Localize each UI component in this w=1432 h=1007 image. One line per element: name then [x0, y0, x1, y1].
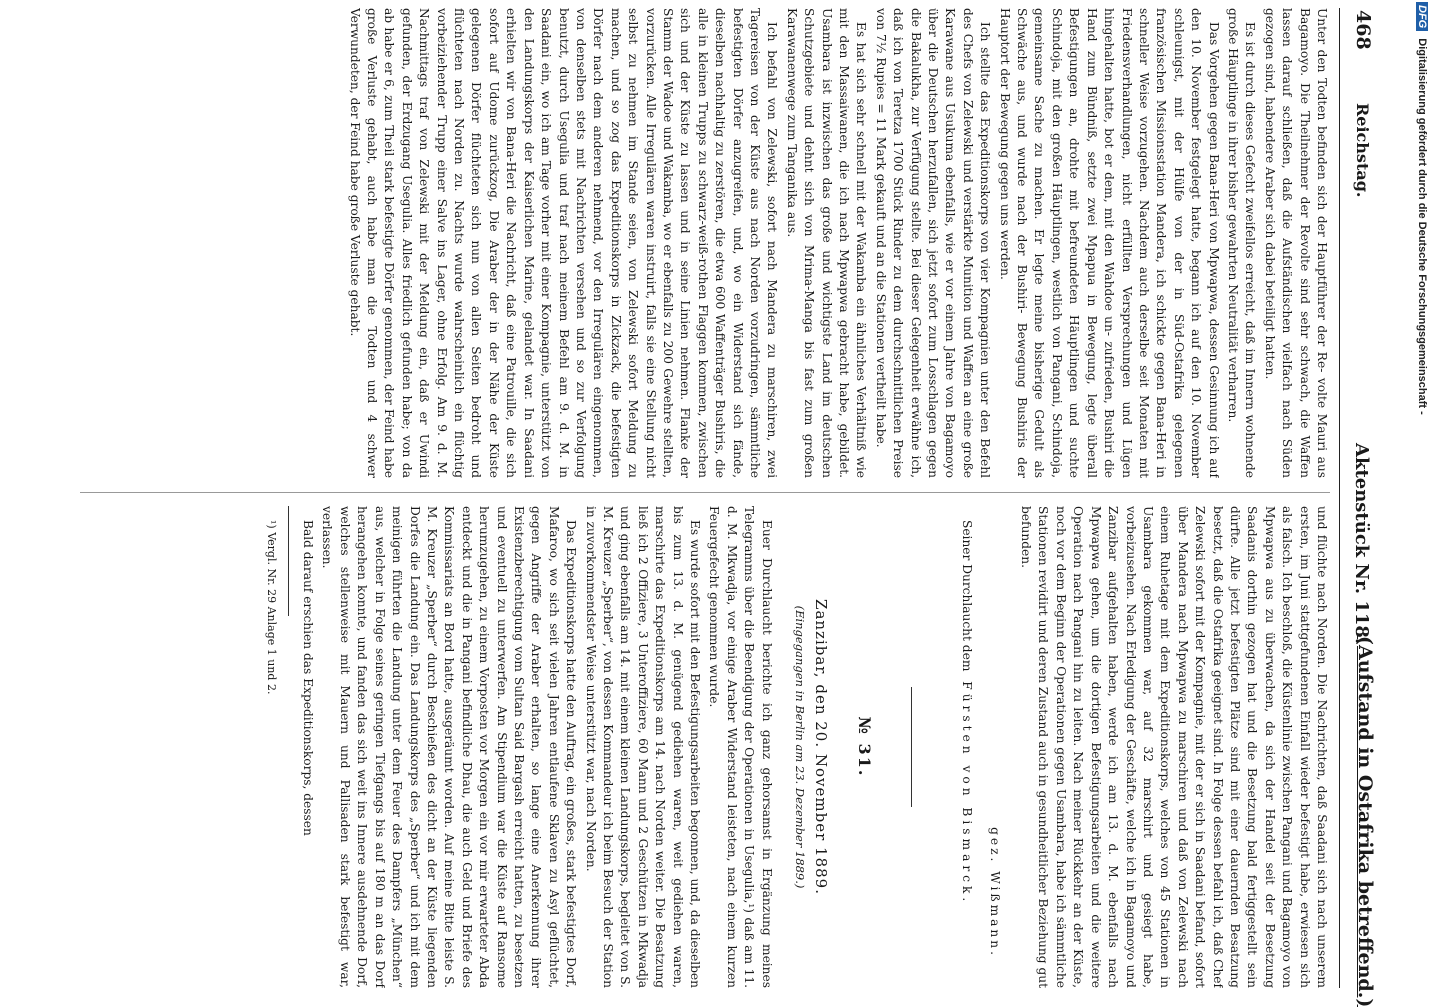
left-paragraph: Es hat sich sehr schnell mit der Wakamba ein ähnliches Verhältniß wie mit den Massaiwanen, die ich nach Mpwapwa gebracht habe, gebildet. Usambara ist inzwischen das große und wichtigste Land im deutschen Schutzgebiete und dehnt sich von Mrima-Manga bis fast zum großen Karawanenwege zum Tanganika aus.: [784, 8, 869, 478]
section-rule: [911, 687, 912, 807]
closing-salutation: Seiner Durchlaucht dem: [960, 520, 975, 672]
left-paragraph: Ich stellte das Expeditionskorps von vier Kompagnien unter den Befehl des Chefs von Zelewski und verstärkte Munition und Waffen an eine große Karawane aus Usukuma ebenfalls, wie er vor einem Jahre von Bagamoyo über die Deutschen herzufallen, sich jetzt sofort zum Losschlagen gegen die Bakalukha, zur Verfügung stellte. Bei dieser Gelegenheit erwähne ich, daß ich von Teretza 1700 Stück Rinder zu dem durchschnittlichen Preise von 7½ Rupies = 11 Mark gekauft und an die Stationen vertheilt habe.: [873, 8, 993, 478]
right-paragraph: Das Expeditionskorps hatte den Auftrag, ein großes, stark befestigtes Dorf, Mafaroo, wo sich seit vielen Jahren entlaufene Sklaven zu Asyl geflüchtet, gegen Angriffe der Araber erhalten, so lange eine Anerkennung ihrer Existenzberechtigung vom Sultan Said Bargash erreicht hatten, zu besetzen und eventuell zu unterwerfen. Am Stipendium war die Küste auf Ransome herumzugehen, zu einem Vorposten vor Morgen ein vor mir erwarteter Abda entdeckt und die in Pangani befindliche Dhau, die auch Geld und Briefe des Kommissariats an Bord hatte, ausgeräumt worden. Auf meine Bitte leiste S. M. Kreuzer „Sperber“ durch Beschießen des dicht an der Küste liegenden Dorfes die Landung ein. Das Landungskorps des „Sperber“ und ich mit dem meinigen führten die Landung unter dem Feuer des Dampfers „München“ aus, welcher in Folge seines geringen Tiefgangs bis auf 180 m an das Dorf herangehen konnte, und fanden das sich weit ins Innere ausdehnende Dorf, welches stellenweise mit Mauern und Pallisaden stark befestigt war, verlassen.: [320, 506, 579, 988]
funding-sidebar: [1404, 0, 1432, 1000]
left-paragraph: Unter den Todten befinden sich der Hauptführer der Re- volte Mauri aus Bagamoyo. Die Theilnehmer der Revolte sind sehr schwach, die Waffen lassen darauf schließen, daß die Aufständischen vielfach nach Süden gezogen sind, habendere Araber sich dabei beteiligt hatten.: [1262, 8, 1329, 478]
right-paragraph: Euer Durchlaucht berichte ich ganz gehorsamst in Ergänzung meines Telegramms über die Beendigung der Operationen in Usegulia,¹) daß am 11. d. M. Mkwadja, vor einige Araber Widerstand leisteten, nach einem kurzen Feuergefecht genommen wurde.: [707, 506, 774, 988]
closing-address: [958, 506, 975, 988]
place-date: Zanzibar, den 20. November 1889.: [812, 599, 831, 895]
page-header: [1344, 8, 1378, 1007]
running-head-reichstag: Reichstag.: [1353, 103, 1372, 198]
right-column: [40, 506, 1330, 988]
footnote: ¹) Vergl. Nr. 29 Anlage 1 und 2.: [264, 520, 278, 695]
closing-recipient: Fürsten von Bismarck.: [960, 681, 975, 906]
right-paragraph: Bald darauf erschien das Expeditionskorps, dessen: [301, 520, 316, 836]
right-paragraph: Es wurde sofort mit den Befestigungsarbeiten begonnen, und, da dieselben bis zum 13. d. M. genügend gediehen waren, weit gediehen waren, marschirte das Expeditionskorps am 14. nach Norden weiter. Die Besatzung ließ ich 2 Offiziere, 3 Unteroffiziere, 60 Mann und 2 Geschützen in Mkwadja und ging ebenfalls am 14. mit einem kleinen Landungskorps, begleitet von S. M. Kreuzer „Sperber“, von dessen Kommandeur ich beim Besuch der Station in zuvorkommendster Weise unterstützt war, nach Norden.: [583, 506, 703, 988]
column-divider: [80, 492, 1330, 493]
left-paragraph: Es ist durch dieses Gefecht zweifellos erreicht, daß im Innern wohnende große Häuptlinge in ihrer bisher gewahrten Neutralität verharren.: [1225, 8, 1258, 478]
left-column: [40, 8, 1330, 478]
footnote-rule: [288, 506, 289, 616]
left-paragraph: Das Vorgehen gegen Bana-Heri von Mpwapwa, dessen Gesinnung ich auf den 10. November festgelegt hatte, begann ich auf den 10. November schleunigst, mit der Hülfe von der in Süd-Ostafrika gelegenen französischen Missionsstation Mandera, ich schickte gegen Bana-Heri in schneller Weise vorzugehen. Nachdem auch derselbe seit Monaten mit Friedensverhandlungen, nicht erfüllten Versprechungen und Lügen hingehalten hatte, bot er dem, mit den Wahdoe un- zufrieden, Bushiri die Hand zum Bündniß, setzte zwei Mpapua in Bewegung, legte überall Befestigungen an, drohte mit befreundeten Häuptlingen und suchte Schindoja, mit den großen Häuptlingen, westlich von Pangani, Schindoja, gemeinsame Sache zu machen. Er legte meine bisherige Gedult als Schwäche aus, und wurde nach der Bushiri- Bewegung Bushiris der Hauptort der Bewegung gegen uns werden.: [997, 8, 1221, 478]
right-paragraph: und flüchte nach Norden. Die Nachrichten, daß Saadani sich nach unserem ersten, im Juni stattgefundenen Einfall wieder befestigt habe, erwiesen sich als falsch. Ich beschloß, die Küstenlinie zwischen Pangani und Bagamoyo von Mpwapwa aus zu überwachen, da sich der Handel seit der Besetzung Saadanis dorthin gezogen hat und die Besetzung bald fertiggestellt sein dürfte. Alle jetzt befestigten Plätze sind mit einer dauernden Besatzung besetzt, daß die Ostafrika geeignet sind. In Folge dessen befahl ich, daß Chef Zelewski sofort mit der Kompagnie, mit der er sich in Saadani befand, sofort über Mandera nach Mpwapwa zu marschiren und daß von Zelewski nach einem Ruhetage mit dem Expeditionskorps, welches von 45 Stationen in Usambara gekommen war, auf 32 marschirt und gesiegt habe, vorbeizusehen. Nach Erledigung der Geschäfte, welche ich in Bagamoyo und Zanzibar aufgehalten haben, werde ich am 13. d. M. ebenfalls nach Mpwapwa gehen, um die dortigen Befestigungsarbeiten und die weitere Operation nach Pangani hin zu leiten. Nach meiner Rückkehr an der Küste, noch vor dem Beginn der Operationen gegen Usambara, habe ich sämmtliche Stationen revidirt und deren Zustand auch in gesundheitlicher Beziehung gut befunden.: [1019, 506, 1329, 988]
dfg-logo: DFG: [1416, 2, 1428, 31]
header-rule: [1339, 8, 1340, 988]
funding-notice: [1416, 2, 1428, 415]
page-number: 468: [1352, 10, 1374, 50]
running-head-topic: (Aufstand in Ostafrika betreffend.): [1354, 636, 1376, 1007]
funding-text: Digitalisierung gefördert durch die Deutsche Forschungsgemeinschaft -: [1416, 38, 1428, 415]
received-note: (Eingegangen in Berlin am 23. Dezember 1889.): [793, 605, 808, 889]
document-number: № 31.: [854, 716, 874, 778]
scanned-document-page: [33, 8, 1378, 1007]
signature: gez. Wißmann.: [987, 827, 1002, 958]
running-head-aktenstueck: Aktenstück Nr. 118.: [1351, 443, 1372, 645]
left-paragraph: Ich befahl von Zelewski, sofort nach Mandera zu marschiren, zwei Tagereisen von der Küste aus nach Norden vorzudringen, sämmtliche befestigten Dörfer anzugreifen, und, wo ein Widerstand sich fände, dieselben nachhaltig zu zerstören, die etwa 600 Waffenträger Bushiris, die alle in kleinen Trupps zu schwarz-weiß-rothen Flaggen kommen, zwischen sich und der Küste zu lassen und in seine Linien nehmen. Flanke der Stamm der Wadoe und Wakamba, wo er ebenfalls zu 200 Gewehre stellten, vorzurücken. Alle Irregulären waren instruirt, falls sie eine Stellung nicht selbst zu nehmen im Stande seien, von Zelewski sofort Meldung zu machen, und so zog das Expeditionskorps in Zickzack, die befestigten Dörfer nach dem anderen nehmend, vor den Irregulären eingenommen, von denselben stets mit Nachrichten versehen und so zur Verfolgung benutzt, durch Usegulia und traf nach meinem Befehl am 9. d. M. in Saadani ein, wo ich am Tage vorher mit einer Kompagnie, unterstützt von den Landungskorps der Kaiserlichen Marine, gelandet war. In Saadani erhielten wir von Bana-Heri die Nachricht, daß eine Patrouille, die sich sofort auf Udome zurückzog, Die Araber der in der Nähe der Küste gelegenen Dörfer flüchteten sich nun von allen Seiten bedroht und flüchteten nach Norden zu. Nachts wurde wahrscheinlich ein flüchtig vorbeiziehender Trupp einer Salve ins Lager, ohne Erfolg. Am 9. d. M. Nachmittags traf von Zelewski mit der Meldung ein, daß er Uwindi gefunden, der Erdzugang Usegulia. Alles friedlich gefunden habe; von da ab habe er 6, zum Theil stark befestigte Dörfer genommen, der Feind habe große Verluste gehabt, auch habe man die Todten und 4 schwer Verwundeten, der Feind habe große Verluste gehabt.: [347, 8, 780, 478]
